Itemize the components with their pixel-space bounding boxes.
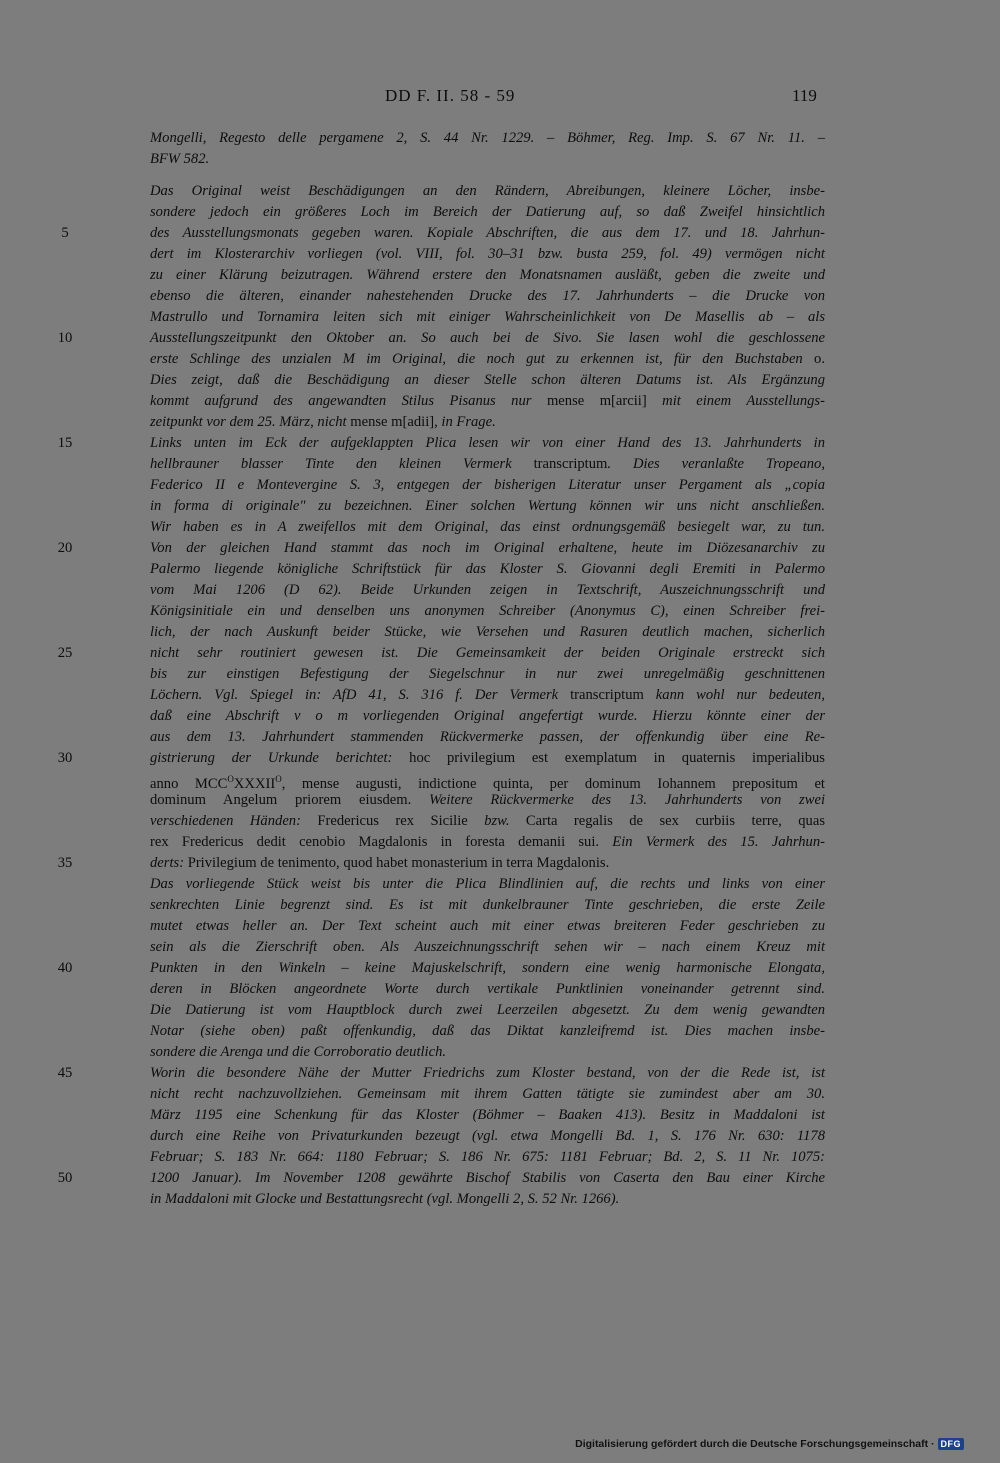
text-line — [150, 149, 825, 170]
text-segment: Palermo liegende königliche Schriftstück für das Kloster S. Giovanni degli Eremiti in Palermo — [150, 561, 825, 577]
text-segment: erste Schlinge des unzialen M im Original, die noch gut zu erkennen ist, für den Buchstaben — [150, 351, 815, 367]
text-segment: sondere jedoch ein größeres Loch im Bereich der Datierung auf, so daß Zweifel hinsichtlich — [150, 204, 825, 220]
line-number: 15 — [57, 435, 73, 451]
text-line — [150, 706, 825, 727]
text-line — [150, 244, 825, 265]
text-segment: o. — [814, 351, 825, 367]
text-line — [150, 874, 825, 895]
text-segment: zu einer Klärung beizutragen. Während erstere den Monatsnamen ausläßt, geben die zweite und — [150, 267, 825, 283]
text-line — [150, 832, 825, 853]
text-line — [150, 307, 825, 328]
text-line — [150, 748, 825, 769]
text-segment: senkrechten Linie begrenzt sind. Es ist mit dunkelbrauner Tinte geschrieben, die erste Zeile — [150, 897, 825, 913]
text-segment: bzw. — [484, 813, 510, 829]
text-segment: transcriptum — [570, 687, 644, 703]
text-segment: aus dem 13. Jahrhundert stammenden Rückvermerke passen, der offenkundig über eine Re- — [150, 729, 825, 745]
text-segment: derts: — [150, 855, 188, 871]
text-line — [150, 916, 825, 937]
text-line — [150, 496, 825, 517]
funding-footer — [575, 1438, 964, 1450]
text-line — [150, 727, 825, 748]
text-segment: Links unten im Eck der aufgeklappten Plica lesen wir von einer Hand des 13. Jahrhunderts in — [150, 435, 825, 451]
text-segment: in forma di originale" zu bezeichnen. Einer solchen Wertung können wir uns nicht anschließen. — [150, 498, 825, 514]
text-segment: Dies zeigt, daß die Beschädigung an dieser Stelle schon älteren Datums ist. Als Ergänzung — [150, 372, 825, 388]
text-segment: Fredericus rex Sicilie — [317, 813, 485, 829]
text-segment: nicht recht nachzuvollziehen. Gemeinsam mit ihrem Gatten tätigte sie zumindest aber am 30. — [150, 1086, 825, 1102]
text-segment: Weitere Rückvermerke des 13. Jahrhunderts von zwei — [429, 792, 825, 808]
text-segment: deren in Blöcken angeordnete Worte durch vertikale Punktlinien voneinander getrennt sind. — [150, 981, 825, 997]
line-number: 35 — [57, 855, 73, 871]
footer-text: Digitalisierung gefördert durch die Deutsche Forschungsgemeinschaft · — [575, 1438, 935, 1450]
running-header: DD F. II. 58 - 59 — [385, 86, 516, 105]
text-line — [150, 370, 825, 391]
text-line — [150, 790, 825, 811]
text-line — [150, 412, 825, 433]
text-segment: mense m[adii] — [350, 414, 435, 430]
text-segment: Februar; S. 183 Nr. 664: 1180 Februar; S. 186 Nr. 675: 1181 Februar; Bd. 2, S. 11 Nr. 1075: — [150, 1149, 825, 1165]
text-line — [150, 811, 825, 832]
text-segment: Die Datierung ist vom Hauptblock durch zwei Leerzeilen abgesetzt. Zu dem wenig gewandten — [150, 1002, 825, 1018]
text-segment: zeitpunkt vor dem 25. März, nicht — [150, 414, 351, 430]
text-line — [150, 1042, 825, 1063]
text-line — [150, 685, 825, 706]
text-segment: mit einem Ausstellungs- — [646, 393, 825, 409]
text-segment: hoc privilegium est exemplatum in quaternis imperialibus — [409, 750, 825, 766]
text-segment: März 1195 eine Schenkung für das Kloster (Böhmer – Baaken 413). Besitz in Maddaloni ist — [150, 1107, 825, 1123]
text-segment: Das Original weist Beschädigungen an den Rändern, Abreibungen, kleinere Löcher, insbe- — [150, 183, 825, 199]
text-segment: bis zur einstigen Befestigung der Siegelschnur in nur zwei unregelmäßig geschnittenen — [150, 666, 825, 682]
text-line — [150, 853, 825, 874]
text-segment: hellbrauner blasser Tinte den kleinen Vermerk — [150, 456, 534, 472]
text-line — [150, 643, 825, 664]
text-line — [150, 391, 825, 412]
text-line — [150, 958, 825, 979]
text-line — [150, 1126, 825, 1147]
text-segment: Das vorliegende Stück weist bis unter die Plica Blindlinien auf, die rechts und links von einer — [150, 876, 825, 892]
text-line — [150, 475, 825, 496]
line-number: 20 — [57, 540, 73, 556]
text-segment: Von der gleichen Hand stammt das noch im Original erhaltene, heute im Diözesanarchiv zu — [150, 540, 825, 556]
text-segment: ebenso die älteren, einander nahestehenden Drucke des 17. Jahrhunderts – die Drucke von — [150, 288, 825, 304]
text-line — [150, 265, 825, 286]
text-segment: sondere die Arenga und die Corroboratio deutlich. — [150, 1044, 447, 1060]
text-segment: verschiedenen Händen: — [150, 813, 318, 829]
text-segment: Wir haben es in A zweifellos mit dem Original, das einst ordnungsgemäß besiegelt war, zu tun. — [150, 519, 825, 535]
text-line — [150, 538, 825, 559]
text-line — [150, 433, 825, 454]
text-segment: mense m[arcii] — [546, 393, 647, 409]
page-number: 119 — [792, 86, 817, 105]
text-segment: Carta regalis de sex curbiis terre, quas — [509, 813, 826, 829]
text-segment: anno MCC — [150, 775, 228, 792]
text-segment: Notar (siehe oben) paßt offenkundig, daß das Diktat kanzleifremd ist. Dies machen insbe- — [150, 1023, 825, 1039]
text-segment: kann wohl nur bedeuten, — [643, 687, 825, 703]
text-line — [150, 128, 825, 149]
text-segment: Ausstellungszeitpunkt den Oktober an. So auch bei de Sivo. Sie lasen wohl die geschlossene — [150, 330, 825, 346]
text-segment: , in Frage. — [434, 414, 496, 430]
text-segment: Worin die besondere Nähe der Mutter Friedrichs zum Kloster bestand, von der die Rede ist, ist — [150, 1065, 825, 1081]
text-line — [150, 622, 825, 643]
text-line — [150, 1147, 825, 1168]
line-number: 5 — [61, 225, 69, 241]
text-line — [150, 1168, 825, 1189]
line-number: 25 — [57, 645, 73, 661]
text-segment: Ein Vermerk des 15. Jahrhun- — [612, 834, 825, 850]
text-line — [150, 1000, 825, 1021]
text-line — [150, 202, 825, 223]
text-segment: gistrierung der Urkunde berichtet: — [150, 750, 410, 766]
line-number: 40 — [57, 960, 73, 976]
text-segment: nicht sehr routiniert gewesen ist. Die Gemeinsamkeit der beiden Originale erstreckt sich — [150, 645, 825, 661]
text-segment: Mongelli, Regesto delle pergamene 2, S. 44 Nr. 1229. – Böhmer, Reg. Imp. S. 67 Nr. 11. – — [150, 130, 825, 146]
text-segment: dominum Angelum priorem eiusdem. — [150, 792, 430, 808]
text-segment: Federico II e Montevergine S. 3, entgegen der bisherigen Literatur unser Pergament als „copia — [150, 477, 825, 493]
text-line — [150, 559, 825, 580]
text-line — [150, 1105, 825, 1126]
text-segment: transcriptum — [533, 456, 608, 472]
text-line — [150, 349, 825, 370]
text-segment: in Maddaloni mit Glocke und Bestattungsrecht (vgl. Mongelli 2, S. 52 Nr. 1266). — [150, 1191, 620, 1207]
text-line — [150, 580, 825, 601]
text-line — [150, 286, 825, 307]
text-line — [150, 1189, 825, 1210]
text-line — [150, 517, 825, 538]
line-number: 10 — [57, 330, 73, 346]
text-segment: Punkten in den Winkeln – keine Majuskelschrift, sondern eine wenig harmonische Elongata, — [150, 960, 825, 976]
line-number: 30 — [57, 750, 73, 766]
text-segment: , mense augusti, indictione quinta, per dominum Iohannem prepositum et — [281, 775, 825, 792]
line-number: 50 — [57, 1170, 73, 1186]
text-segment: mutet etwas heller an. Der Text scheint auch mit einer etwas breiteren Feder geschrieben zu — [150, 918, 825, 934]
text-segment: Privilegium de tenimento, quod habet monasterium in terra Magdalonis. — [187, 855, 610, 871]
text-segment: XXXII — [233, 775, 276, 792]
text-line — [150, 895, 825, 916]
text-segment: des Ausstellungsmonats gegeben waren. Kopiale Abschriften, die aus dem 17. und 18. Jahrhun- — [150, 225, 825, 241]
text-line — [150, 223, 825, 244]
text-segment: O — [275, 774, 282, 784]
text-segment: BFW 582. — [150, 151, 210, 167]
text-line — [150, 937, 825, 958]
text-line — [150, 1063, 825, 1084]
text-segment: 1200 Januar). Im November 1208 gewährte Bischof Stabilis von Caserta den Bau einer Kirche — [150, 1170, 825, 1186]
text-line — [150, 1084, 825, 1105]
text-segment: rex Fredericus dedit cenobio Magdalonis in foresta demanii sui. — [150, 834, 613, 850]
text-segment: kommt aufgrund des angewandten Stilus Pisanus nur — [150, 393, 547, 409]
text-line — [150, 601, 825, 622]
text-line — [150, 181, 825, 202]
text-segment: . Dies veranlaßte Tropeano, — [607, 456, 825, 472]
line-number: 45 — [57, 1065, 73, 1081]
dfg-logo-icon: DFG — [938, 1438, 965, 1450]
text-segment: lich, der nach Auskunft beider Stücke, wie Versehen und Rasuren deutlich machen, sicherlich — [150, 624, 825, 640]
text-line — [150, 664, 825, 685]
text-segment: O — [227, 774, 234, 784]
text-segment: vom Mai 1206 (D 62). Beide Urkunden zeigen in Textschrift, Auszeichnungsschrift und — [150, 582, 825, 598]
text-segment: Königsinitiale ein und denselben uns anonymen Schreiber (Anonymus C), einen Schreiber frei- — [150, 603, 825, 619]
text-segment: sein als die Zierschrift oben. Als Auszeichnungsschrift sehen wir – nach einem Kreuz mit — [150, 939, 825, 955]
text-line — [150, 769, 825, 790]
text-segment: dert im Klosterarchiv vorliegen (vol. VIII, fol. 30–31 bzw. busta 259, fol. 49) vermögen nicht — [150, 246, 825, 262]
text-line — [150, 454, 825, 475]
text-line — [150, 328, 825, 349]
text-segment: daß eine Abschrift v o m vorliegenden Original angefertigt wurde. Hierzu könnte einer der — [150, 708, 825, 724]
text-segment: durch eine Reihe von Privaturkunden bezeugt (vgl. etwa Mongelli Bd. 1, S. 176 Nr. 630: 1178 — [150, 1128, 825, 1144]
text-line — [150, 1021, 825, 1042]
text-segment: Löchern. Vgl. Spiegel in: AfD 41, S. 316 f. Der Vermerk — [150, 687, 571, 703]
text-line — [150, 979, 825, 1000]
text-segment: Mastrullo und Tornamira leiten sich mit einiger Wahrscheinlichkeit von De Masellis ab – als — [150, 309, 825, 325]
